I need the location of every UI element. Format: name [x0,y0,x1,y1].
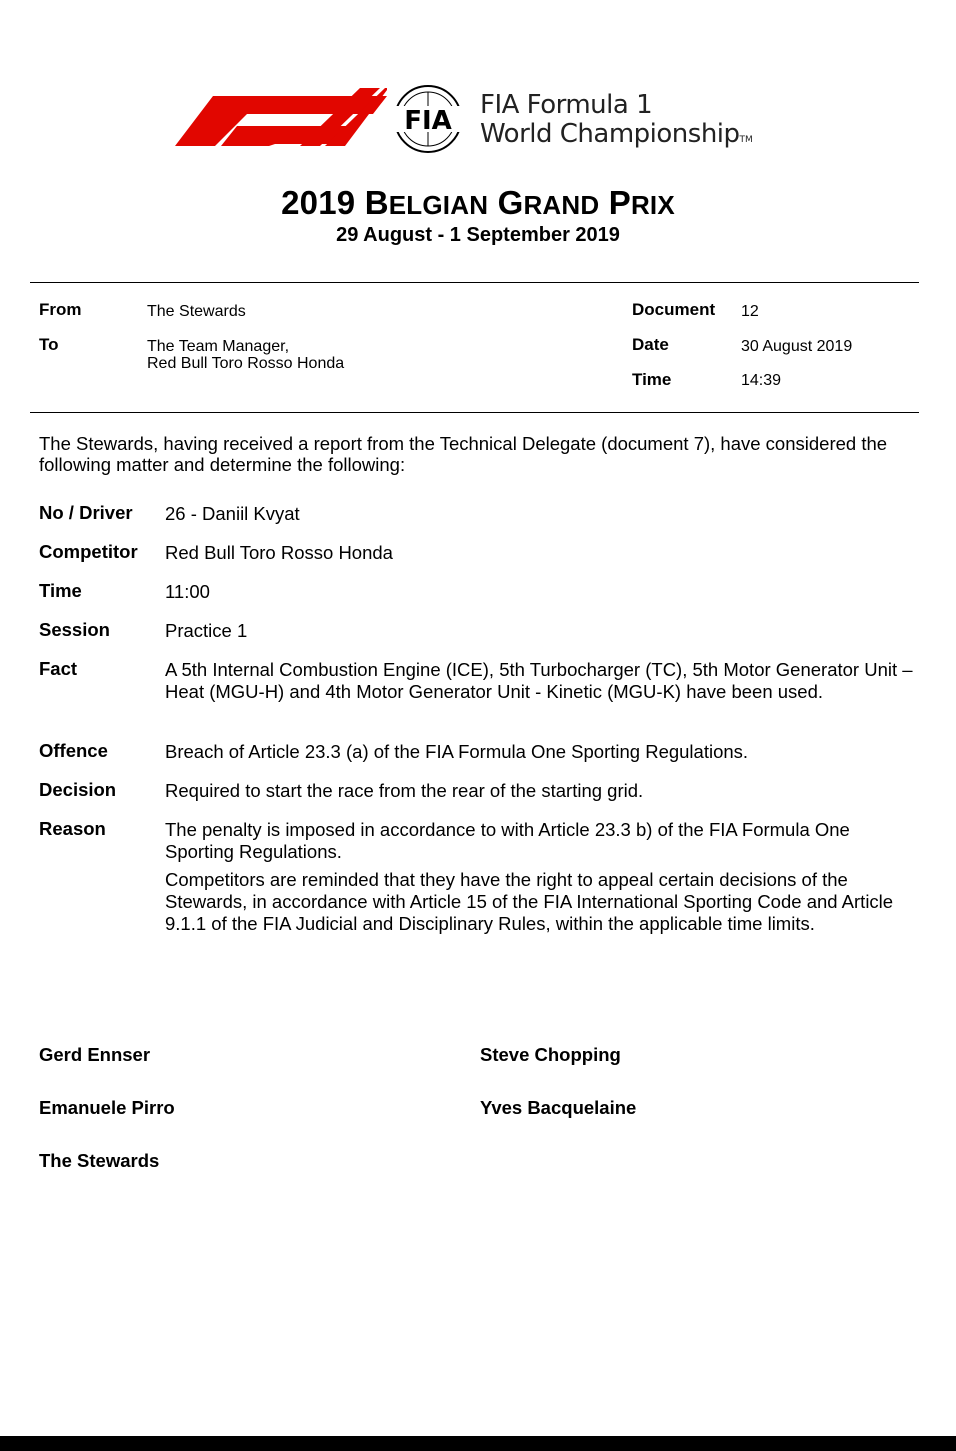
signature-gerd-ennser: Gerd Ennser [39,1044,151,1065]
competitor-value: Red Bull Toro Rosso Honda [165,542,393,563]
wordmark-line1: FIA Formula 1 [480,90,653,120]
title-word-3: PRIX [608,184,675,221]
header-logo [175,84,805,154]
f1-logo-icon [175,88,387,148]
to-value-line1: The Team Manager, [147,338,290,355]
decision-value: Required to start the race from the rear of the starting grid. [165,780,644,801]
bottom-bar [0,1436,956,1451]
signature-the-stewards: The Stewards [39,1150,160,1171]
date-label: Date [632,335,669,354]
divider-bottom [30,412,919,413]
reason-label: Reason [39,818,106,839]
time-field-label: Time [39,580,82,601]
time-label: Time [632,370,672,389]
session-label: Session [39,619,110,640]
driver-value: 26 - Daniil Kvyat [165,503,300,524]
reason-value-1: The penalty is imposed in accordance to with Article 23.3 b) of the FIA Formula One Sporting Regulations. [165,819,850,862]
to-label: To [39,335,59,354]
divider-top [30,282,919,283]
intro-paragraph: The Stewards, having received a report from the Technical Delegate (document 7), have considered the following matter and determine the following: [39,433,888,475]
fact-label: Fact [39,658,78,679]
document-label: Document [632,300,716,319]
signature-steve-chopping: Steve Chopping [480,1044,621,1065]
signature-yves-bacquelaine: Yves Bacquelaine [480,1097,637,1118]
time-value: 14:39 [741,372,782,389]
fact-value: A 5th Internal Combustion Engine (ICE), 5th Turbocharger (TC), 5th Motor Generator Unit – Heat (MGU-H) and 4th Motor Generator Unit - Kinetic (MGU-K) have been used. [165,659,913,702]
session-value: Practice 1 [165,620,248,641]
title-year: 2019 [281,184,356,221]
event-title [0,184,956,222]
wordmark-line2-text: World Championship [480,119,740,149]
time-field-value: 11:00 [165,581,210,602]
fia-badge-icon [383,84,473,154]
driver-label: No / Driver [39,502,133,523]
date-value: 30 August 2019 [741,338,853,355]
fia-badge-text: FIA [404,106,452,136]
title-word-1: BELGIAN [364,184,489,221]
signature-emanuele-pirro: Emanuele Pirro [39,1097,175,1118]
from-value: The Stewards [147,303,246,320]
to-value-line2: Red Bull Toro Rosso Honda [147,355,345,372]
event-dates: 29 August - 1 September 2019 [336,224,620,246]
reason-value-2: Competitors are reminded that they have the right to appeal certain decisions of the Stewards, in accordance with Article 15 of the FIA International Sporting Code and Article 9.1.1 of the FIA Judicial and Disciplinary Rules, within the applicable time limits. [165,869,894,934]
to-value [147,338,344,372]
trademark-mark: TM [739,135,753,145]
decision-label: Decision [39,779,117,800]
offence-label: Offence [39,740,108,761]
wordmark-line2 [480,120,753,154]
title-word-2: GRAND [497,184,600,221]
competitor-label: Competitor [39,541,138,562]
document-value: 12 [741,303,759,320]
championship-wordmark [480,90,753,154]
offence-value: Breach of Article 23.3 (a) of the FIA Formula One Sporting Regulations. [165,741,749,762]
from-label: From [39,300,82,319]
